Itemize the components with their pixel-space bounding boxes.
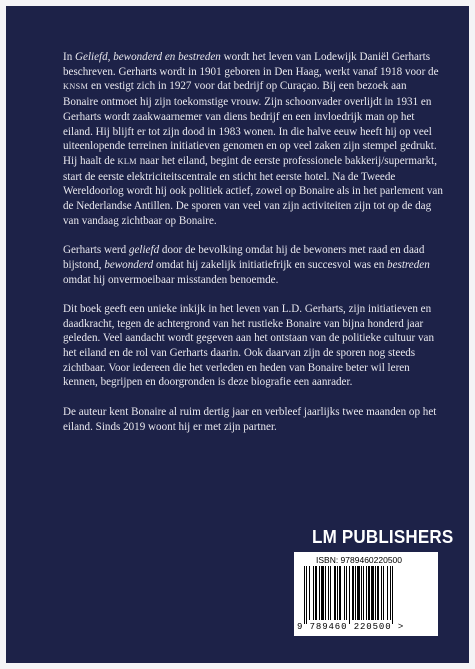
barcode-bar bbox=[334, 566, 336, 620]
klm-abbreviation: KLM bbox=[117, 156, 137, 166]
barcode-bar bbox=[328, 566, 329, 620]
barcode-bar bbox=[368, 566, 370, 620]
text-run: wordt het leven van Lodewijk Daniël Gerharts beschreven. Gerharts wordt in 1901 geboren in Den Haag, werkt vanaf 1918 voor de bbox=[63, 51, 439, 78]
barcode-bar bbox=[315, 566, 317, 620]
barcode-bar bbox=[349, 566, 350, 624]
barcode-bar bbox=[337, 566, 338, 620]
book-title-italic: Geliefd, bewonderd en bestreden bbox=[75, 51, 221, 63]
barcode-bar bbox=[339, 566, 341, 620]
back-cover bbox=[6, 6, 469, 663]
barcode-bar bbox=[390, 566, 391, 620]
text-run: Gerharts werd bbox=[63, 244, 129, 257]
barcode-bar bbox=[313, 566, 314, 620]
barcode-bar bbox=[352, 566, 354, 620]
barcode-bar bbox=[355, 566, 356, 620]
barcode-bar bbox=[325, 566, 326, 620]
barcode-bar bbox=[306, 566, 307, 624]
barcode-bar bbox=[383, 566, 384, 620]
blurb-paragraph-4: De auteur kent Bonaire al ruim dertig jaar en verbleef jaarlijks twee maanden op het eiland. Sinds 2019 woont hij er met zijn partner. bbox=[63, 405, 437, 433]
barcode-bar bbox=[387, 566, 388, 620]
barcode-bar bbox=[304, 566, 305, 624]
barcode-bar bbox=[366, 566, 367, 620]
text-run: door de bevolking omdat hij de bewoners met raad en daad bijstond, bbox=[63, 244, 425, 271]
barcode-bar bbox=[346, 566, 347, 620]
barcode-bar bbox=[357, 566, 360, 620]
barcode-bar bbox=[344, 566, 345, 620]
blurb-text bbox=[63, 50, 443, 449]
blurb-paragraph-3: Dit boek geeft een unieke inkijk in het leven van L.D. Gerharts, zijn initiatieven en daadkracht, tegen de achtergrond van het rustieke Bonaire van bijna honderd jaar geleden. Veel aandacht wordt gegeven aan het ontstaan van de politieke cultuur van het eiland en de rol van Gerharts daarin. Ook daarvan zijn de sporen nog steeds zichtbaar. Voor iedereen die het verleden en heden van Bonaire beter wil leren kennen, begrijpen en doorgronden is deze biografie een aanrader. bbox=[63, 302, 434, 389]
text-run: en vestigt zich in 1927 voor dat bedrijf op Curaçao. Bij een bezoek aan Bonaire ontmoet hij zijn toekomstige vrouw. Zijn schoonvader overlijdt in 1931 en Gerharts wordt zaakwaarnemer van diens bedrijf en een invloedrijk man op het eiland. Hij blijft er tot zijn dood in 1983 wonen. In die halve eeuw heeft hij op veel uiteenlopende terreinen initiatieven genomen en op veel zaken zijn stempel gedrukt. Hij haalt de bbox=[63, 80, 437, 167]
italic-word: bewonderd bbox=[104, 258, 154, 271]
text-run: In bbox=[63, 51, 76, 63]
barcode-bar bbox=[381, 566, 382, 620]
isbn-barcode bbox=[294, 552, 438, 636]
barcode-bar bbox=[377, 566, 379, 620]
blurb-paragraph-1 bbox=[63, 50, 443, 228]
barcode-digits: 9 789460 220500 > bbox=[297, 622, 405, 632]
barcode-bar bbox=[375, 566, 376, 620]
barcode-bar bbox=[392, 566, 393, 624]
text-run: omdat hij zakelijk initiatiefrijk en succesvol was en bbox=[153, 258, 388, 271]
isbn-label: ISBN: 9789460220500 bbox=[316, 555, 403, 565]
italic-word: geliefd bbox=[128, 244, 160, 257]
barcode-bar bbox=[361, 566, 362, 620]
publisher-logo: LM PUBLISHERS bbox=[312, 526, 454, 547]
blurb-paragraph-2 bbox=[63, 243, 443, 287]
barcode-bar bbox=[330, 566, 331, 620]
barcode-bar bbox=[321, 566, 324, 620]
knsm-abbreviation: KNSM bbox=[63, 82, 89, 92]
barcode-bar bbox=[363, 566, 364, 620]
barcode-bars bbox=[300, 566, 432, 624]
text-run: naar het eiland, begint de eerste professionele bakkerij/supermarkt, start de eerste elektriciteitscentrale en sticht het eerste hotel. Na de Tweede Wereldoorlog wordt hij ook politiek actief, zowel op Bonaire als in het parlement van de Nederlandse Antillen. De sporen van veel van zijn activiteiten zijn tot op de dag van vandaag zichtbaar op Bonaire. bbox=[63, 154, 443, 227]
barcode-bar bbox=[309, 566, 310, 620]
barcode-bar bbox=[319, 566, 320, 620]
barcode-bar bbox=[371, 566, 374, 620]
italic-word: bestreden bbox=[387, 258, 430, 271]
text-run: omdat hij onvermoeibaar misstanden benoemde. bbox=[63, 273, 279, 286]
